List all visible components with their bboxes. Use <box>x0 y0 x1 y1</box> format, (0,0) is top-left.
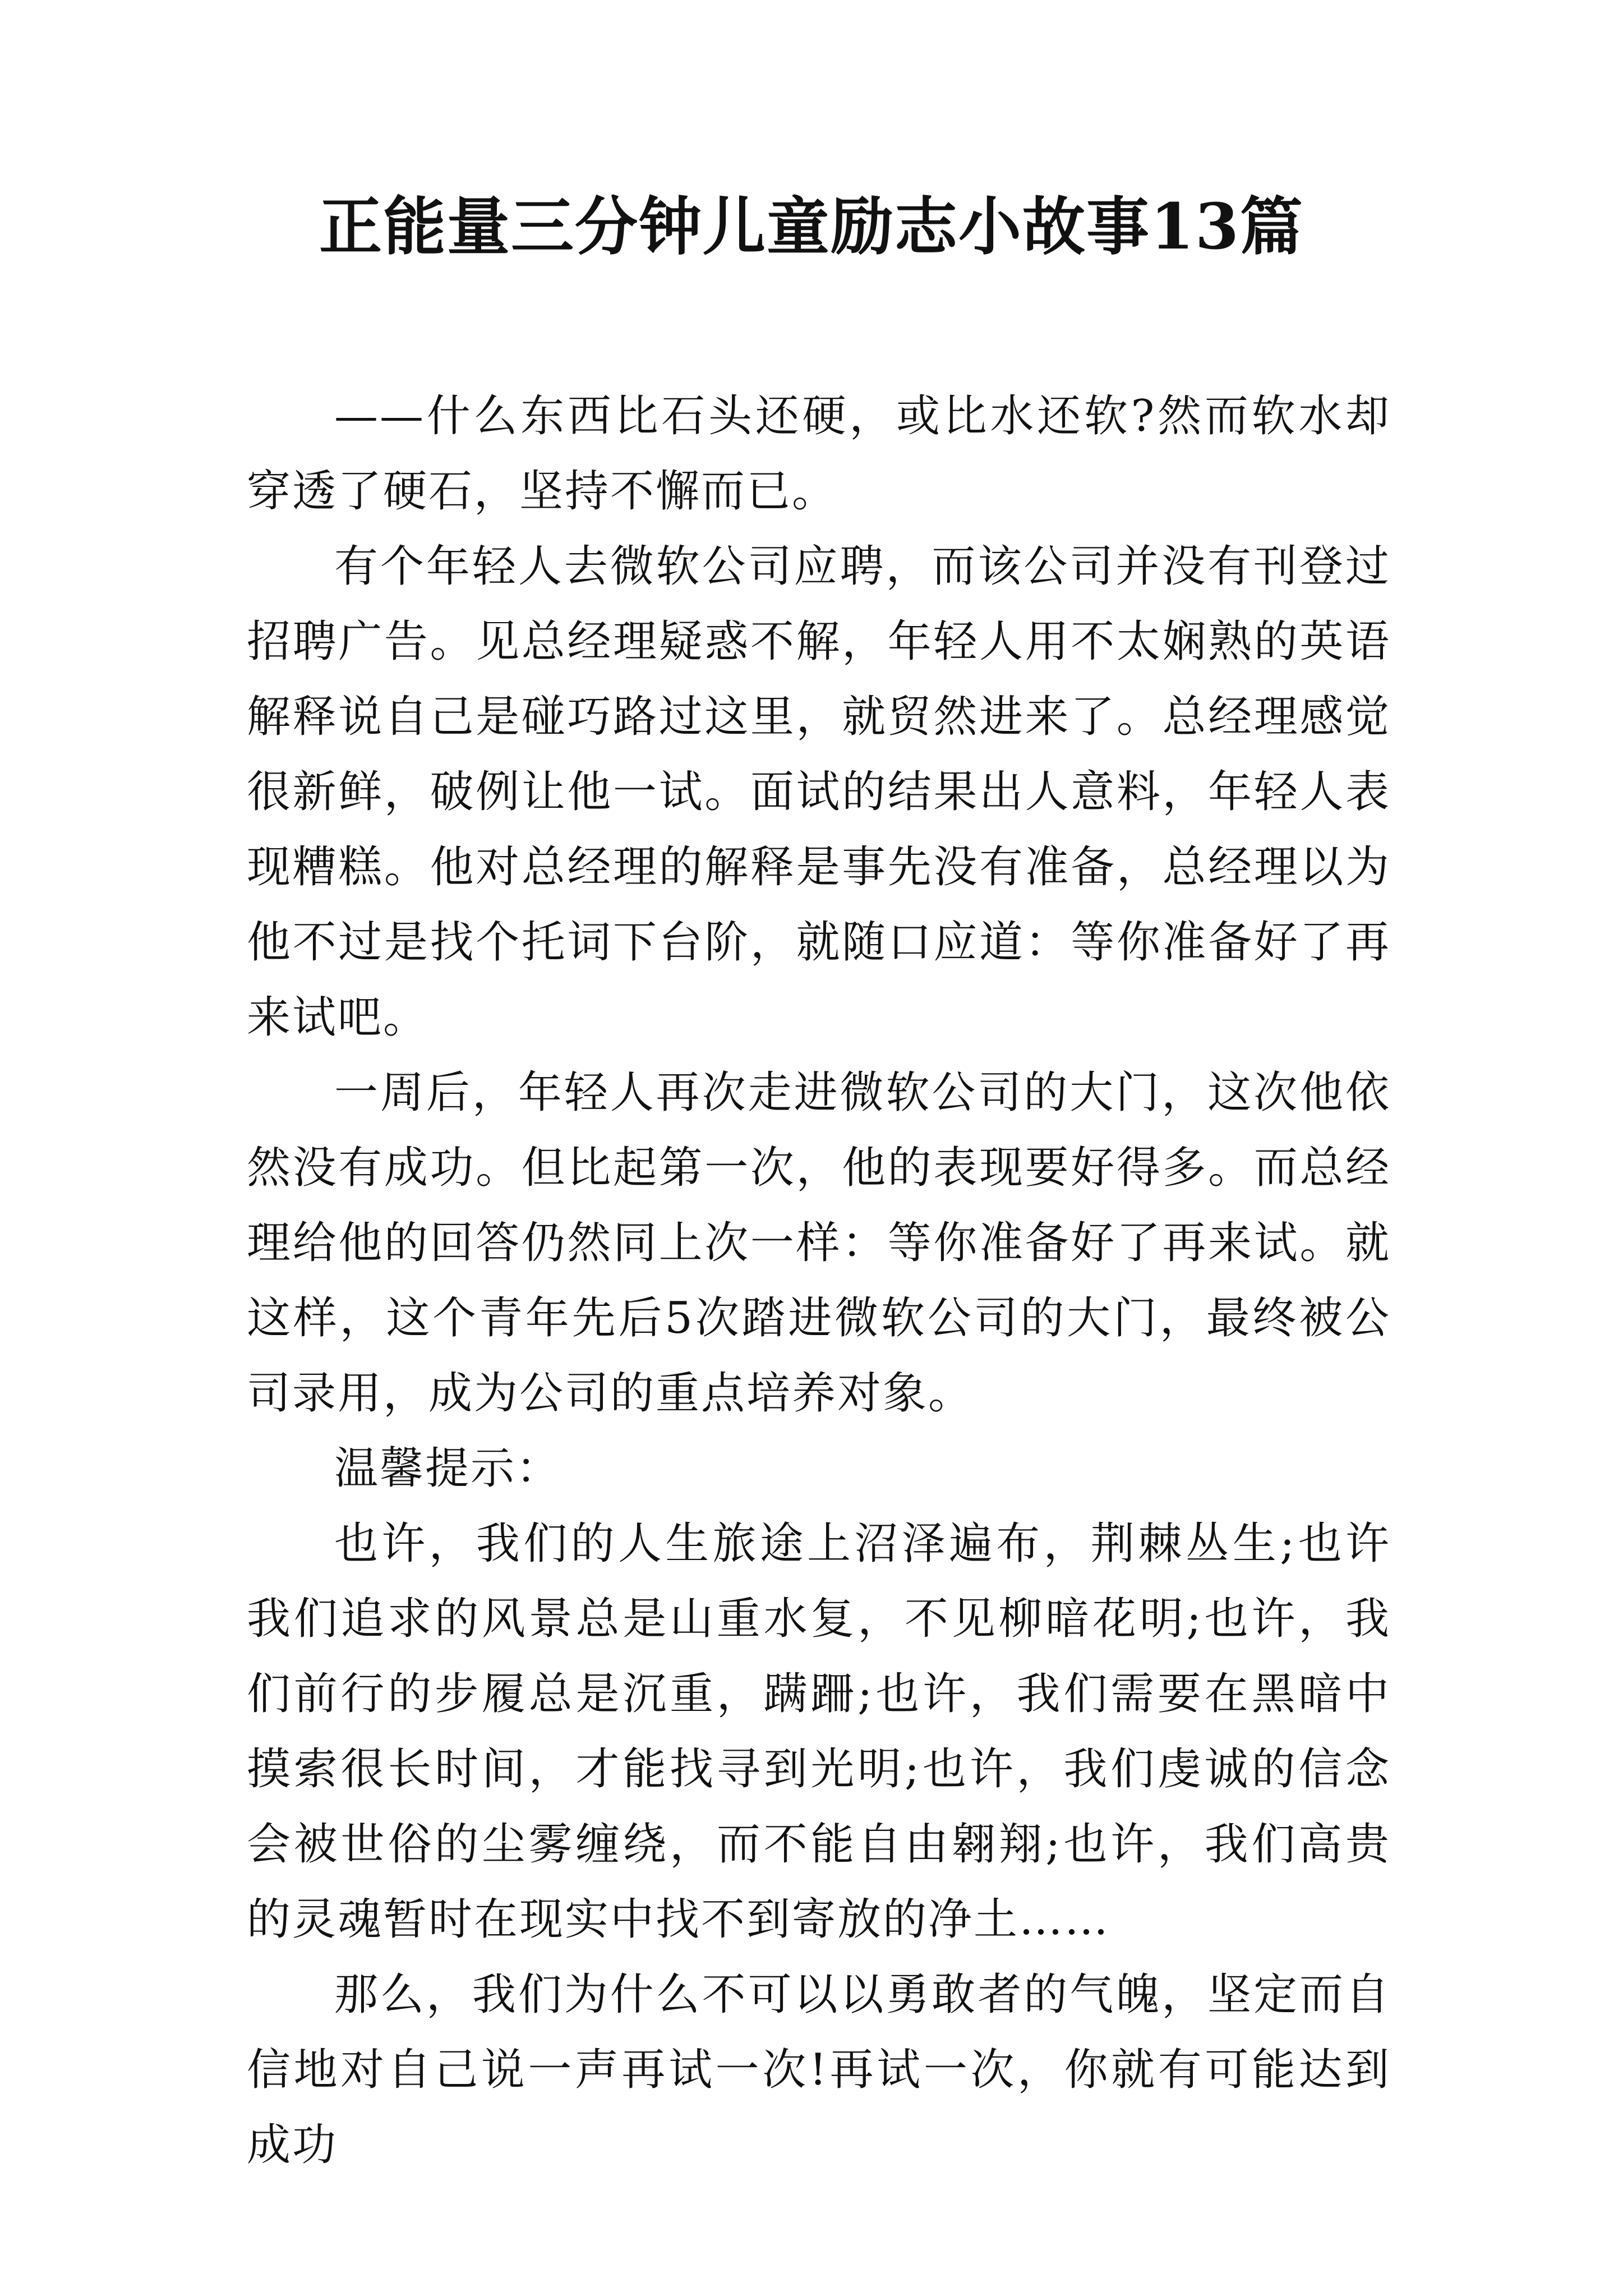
paragraph-perhaps: 也许，我们的人生旅途上沼泽遍布，荆棘丛生;也许我们追求的风景总是山重水复，不见柳暗花明;也许，我们前行的步履总是沉重，蹒跚;也许，我们需要在黑暗中摸索很长时间，才能找寻到光明;也许，我们虔诚的信念会被世俗的尘雾缠绕，而不能自由翱翔;也许，我们高贵的灵魂暂时在现实中找不到寄放的净土…… <box>247 1519 1391 1945</box>
paragraph-try-again: 那么，我们为什么不可以以勇敢者的气魄，坚定而自信地对自己说一声再试一次!再试一次，你就有可能达到成功 <box>247 1970 1391 2170</box>
document-body <box>247 379 1391 2183</box>
paragraph-interview: 有个年轻人去微软公司应聘，而该公司并没有刊登过招聘广告。见总经理疑惑不解，年轻人用不太娴熟的英语解释说自己是碰巧路过这里，就贸然进来了。总经理感觉很新鲜，破例让他一试。面试的结果出人意料，年轻人表现糟糕。他对总经理的解释是事先没有准备，总经理以为他不过是找个托词下台阶，就随口应道：等你准备好了再来试吧。 <box>247 541 1391 1043</box>
paragraph-intro: ——什么东西比石头还硬，或比水还软?然而软水却穿透了硬石，坚持不懈而已。 <box>247 391 1391 517</box>
paragraph-tip-heading: 温馨提示： <box>334 1443 562 1494</box>
document-title: 正能量三分钟儿童励志小故事13篇 <box>319 190 1304 264</box>
paragraph-one-week-later: 一周后，年轻人再次走进微软公司的大门，这次他依然没有成功。但比起第一次，他的表现要好得多。而总经理给他的回答仍然同上次一样：等你准备好了再来试。就这样，这个青年先后5次踏进微软公司的大门，最终被公司录用，成为公司的重点培养对象。 <box>247 1068 1391 1419</box>
